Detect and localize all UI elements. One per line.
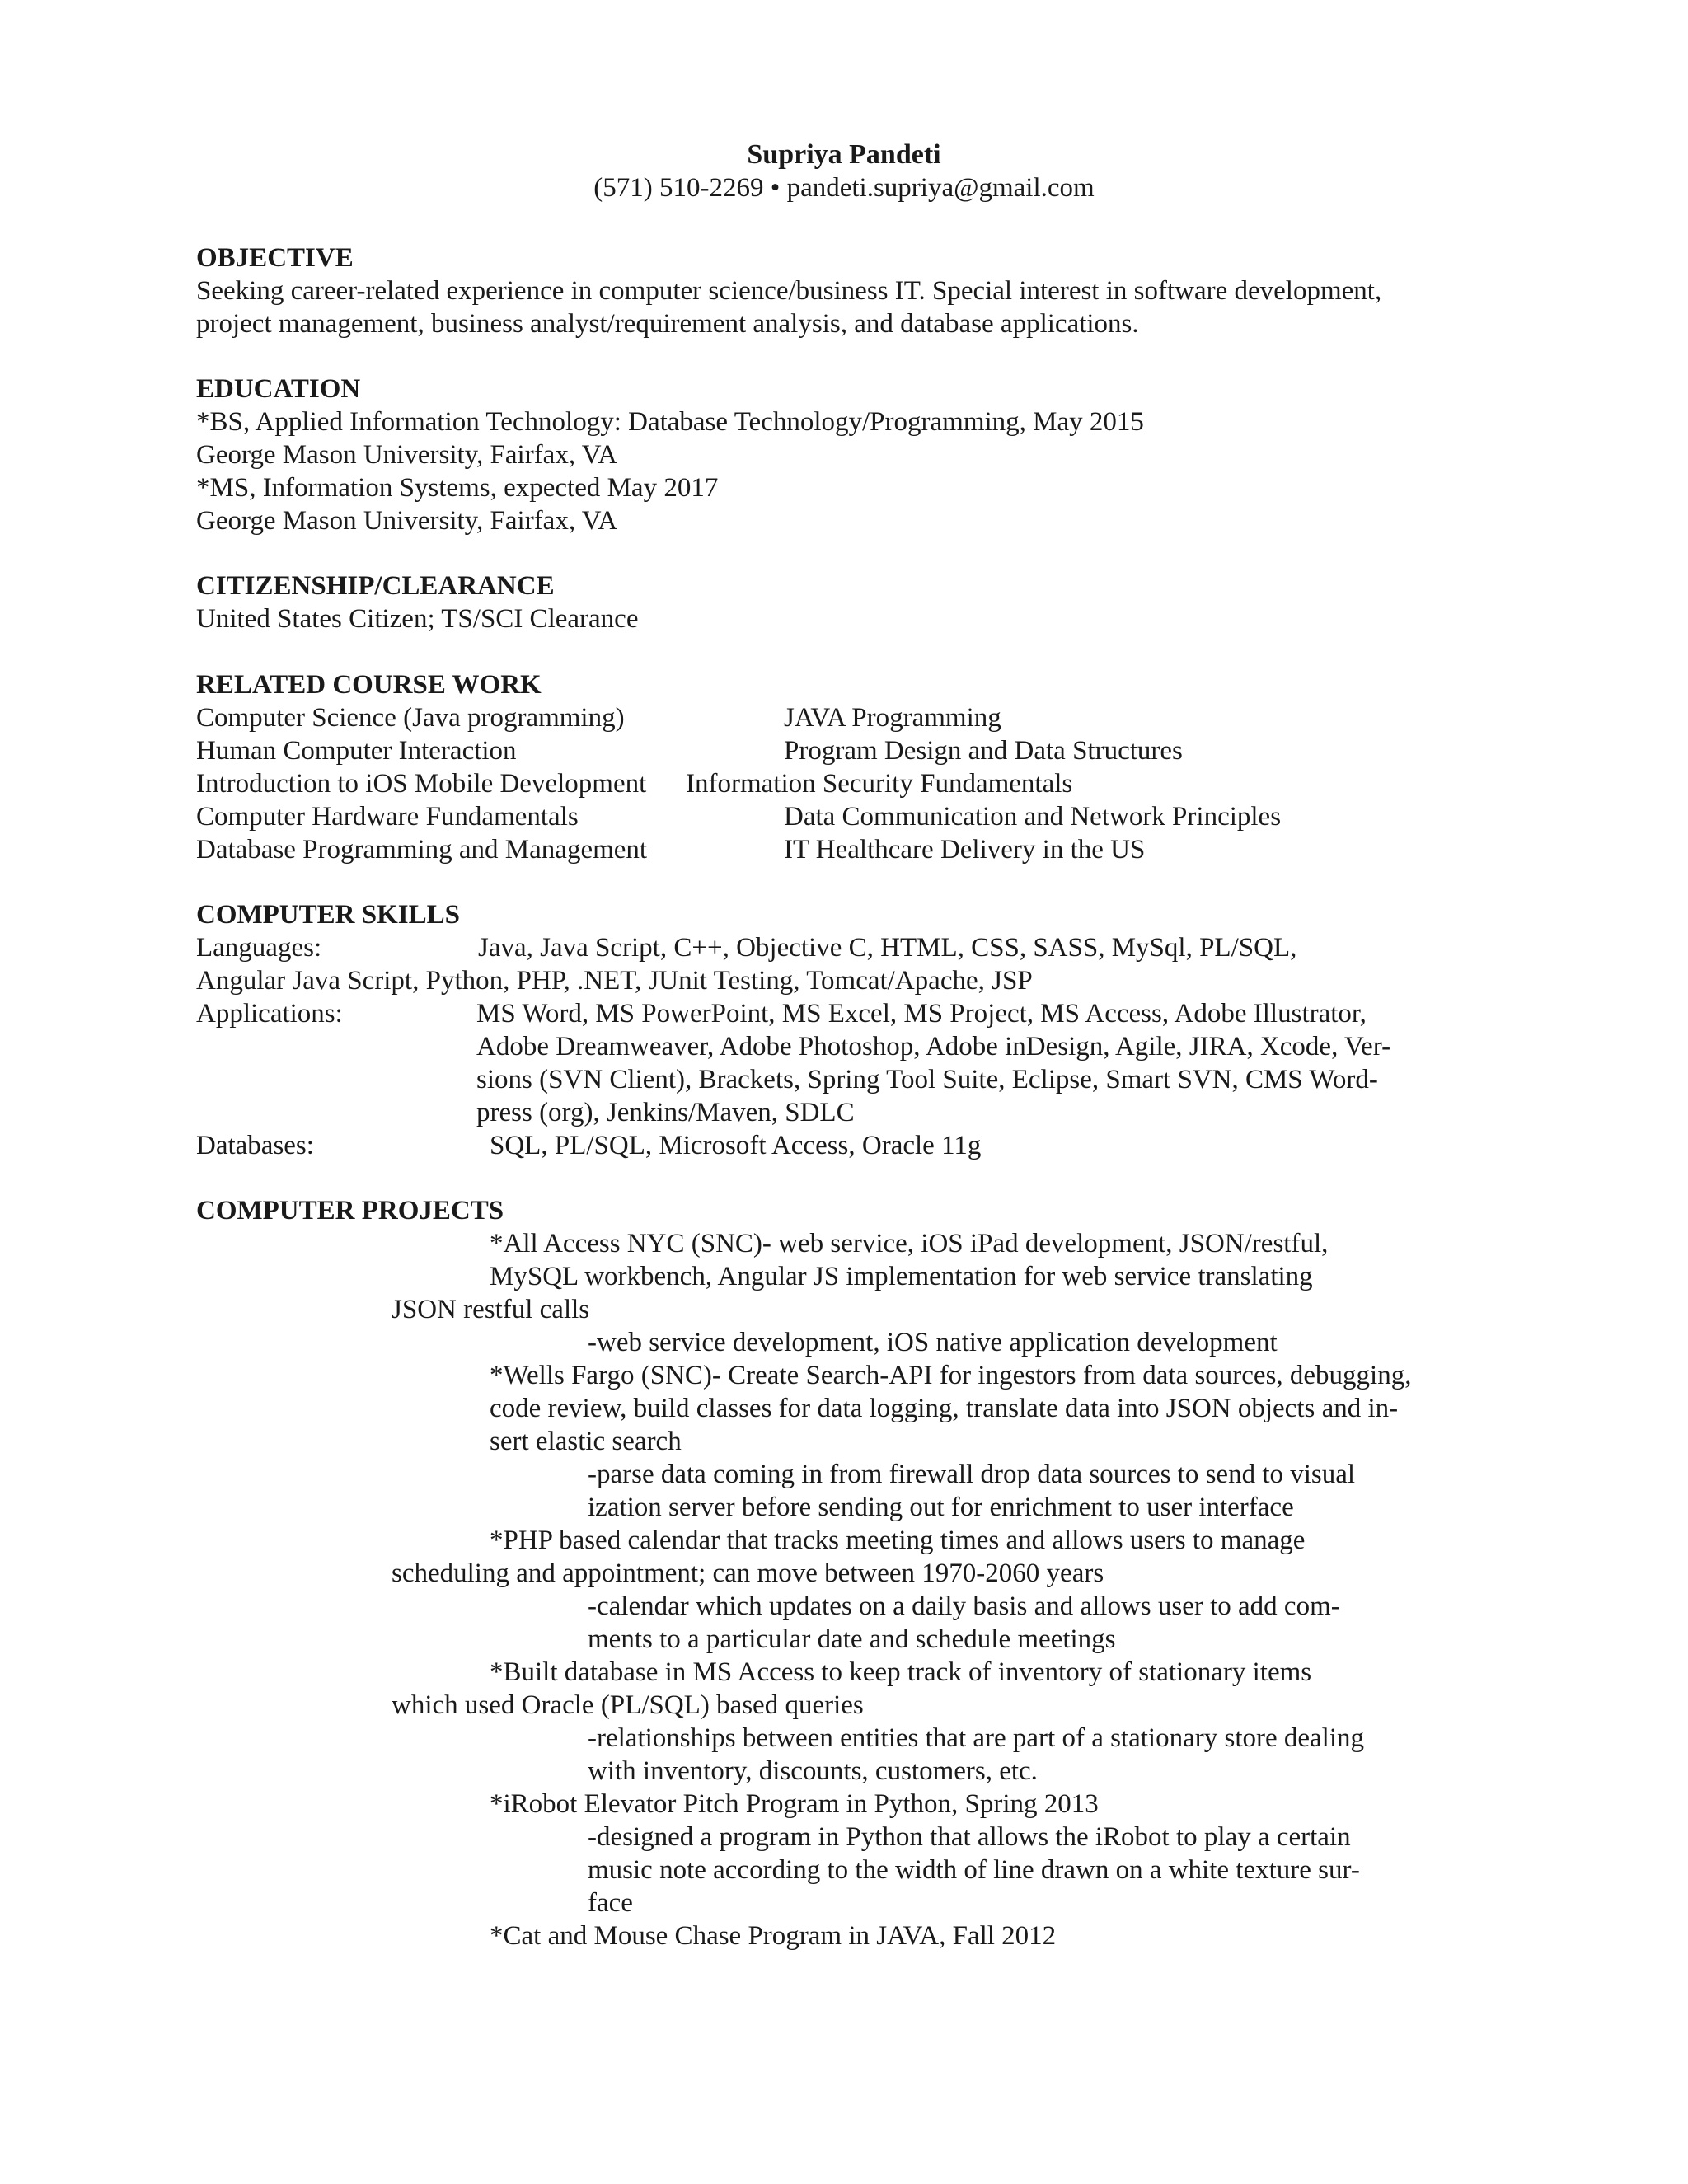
project-detail: ments to a particular date and schedule meetings xyxy=(588,1624,1116,1654)
project-line: *Wells Fargo (SNC)- Create Search-API for ingestors from data sources, debugging, xyxy=(490,1361,1412,1390)
citizenship-text: United States Citizen; TS/SCI Clearance xyxy=(196,604,639,634)
languages-value: Java, Java Script, C++, Objective C, HTML, CSS, SASS, MySql, PL/SQL, xyxy=(478,933,1297,963)
project-line: code review, build classes for data logging, translate data into JSON objects and in- xyxy=(490,1394,1399,1423)
applications-value: Adobe Dreamweaver, Adobe Photoshop, Adobe inDesign, Agile, JIRA, Xcode, Ver- xyxy=(476,1032,1391,1062)
applications-value: press (org), Jenkins/Maven, SDLC xyxy=(476,1098,855,1127)
coursework-heading: RELATED COURSE WORK xyxy=(196,670,542,700)
course-item: Program Design and Data Structures xyxy=(784,736,1183,766)
project-line: *PHP based calendar that tracks meeting times and allows users to manage xyxy=(490,1526,1306,1555)
project-detail: ization server before sending out for enrichment to user interface xyxy=(588,1493,1294,1522)
project-line: *All Access NYC (SNC)- web service, iOS iPad development, JSON/restful, xyxy=(490,1229,1329,1258)
course-item: IT Healthcare Delivery in the US xyxy=(784,835,1146,865)
languages-value: Angular Java Script, Python, PHP, .NET, JUnit Testing, Tomcat/Apache, JSP xyxy=(196,966,1033,996)
course-item: Database Programming and Management xyxy=(196,835,648,865)
education-line: *MS, Information Systems, expected May 2017 xyxy=(196,473,719,503)
project-detail: -calendar which updates on a daily basis and allows user to add com- xyxy=(588,1591,1340,1621)
course-item: JAVA Programming xyxy=(784,703,1001,733)
applications-value: MS Word, MS PowerPoint, MS Excel, MS Project, MS Access, Adobe Illustrator, xyxy=(476,999,1367,1029)
project-detail: -parse data coming in from firewall drop data sources to send to visual xyxy=(588,1460,1356,1489)
project-line: *iRobot Elevator Pitch Program in Python, Spring 2013 xyxy=(490,1789,1099,1819)
course-item: Data Communication and Network Principles xyxy=(784,802,1282,832)
course-item: Computer Hardware Fundamentals xyxy=(196,802,579,832)
course-item: Computer Science (Java programming) xyxy=(196,703,625,733)
project-detail: face xyxy=(588,1888,633,1918)
contact-info: (571) 510-2269 • pandeti.supriya@gmail.com xyxy=(593,173,1095,203)
education-line: George Mason University, Fairfax, VA xyxy=(196,506,618,536)
project-line: JSON restful calls xyxy=(392,1295,590,1324)
project-line: *Cat and Mouse Chase Program in JAVA, Fall 2012 xyxy=(490,1921,1057,1951)
education-heading: EDUCATION xyxy=(196,374,361,404)
applications-label: Applications: xyxy=(196,999,343,1029)
education-line: George Mason University, Fairfax, VA xyxy=(196,440,618,470)
project-detail: -web service development, iOS native application development xyxy=(588,1328,1278,1357)
project-detail: -relationships between entities that are part of a stationary store dealing xyxy=(588,1723,1364,1753)
course-item: Introduction to iOS Mobile Development xyxy=(196,769,647,799)
project-detail: with inventory, discounts, customers, etc. xyxy=(588,1756,1038,1786)
project-line: scheduling and appointment; can move between 1970-2060 years xyxy=(392,1558,1104,1588)
course-item: Information Security Fundamentals xyxy=(686,769,1073,799)
objective-heading: OBJECTIVE xyxy=(196,243,354,273)
objective-text: project management, business analyst/requirement analysis, and database applications. xyxy=(196,309,1139,339)
project-line: MySQL workbench, Angular JS implementation for web service translating xyxy=(490,1262,1313,1291)
project-line: which used Oracle (PL/SQL) based queries xyxy=(392,1690,864,1720)
skills-heading: COMPUTER SKILLS xyxy=(196,900,460,930)
project-detail: -designed a program in Python that allows the iRobot to play a certain xyxy=(588,1822,1351,1852)
project-line: *Built database in MS Access to keep track of inventory of stationary items xyxy=(490,1657,1312,1687)
languages-label: Languages: xyxy=(196,933,322,963)
projects-heading: COMPUTER PROJECTS xyxy=(196,1196,504,1226)
databases-label: Databases: xyxy=(196,1131,314,1160)
project-detail: music note according to the width of line drawn on a white texture sur- xyxy=(588,1855,1360,1885)
course-item: Human Computer Interaction xyxy=(196,736,517,766)
databases-value: SQL, PL/SQL, Microsoft Access, Oracle 11g xyxy=(490,1131,982,1160)
candidate-name: Supriya Pandeti xyxy=(747,139,941,170)
citizenship-heading: CITIZENSHIP/CLEARANCE xyxy=(196,571,555,601)
objective-text: Seeking career-related experience in computer science/business IT. Special interest in software development, xyxy=(196,276,1382,306)
education-line: *BS, Applied Information Technology: Database Technology/Programming, May 2015 xyxy=(196,407,1144,437)
project-line: sert elastic search xyxy=(490,1427,682,1456)
applications-value: sions (SVN Client), Brackets, Spring Tool Suite, Eclipse, Smart SVN, CMS Word- xyxy=(476,1065,1378,1094)
